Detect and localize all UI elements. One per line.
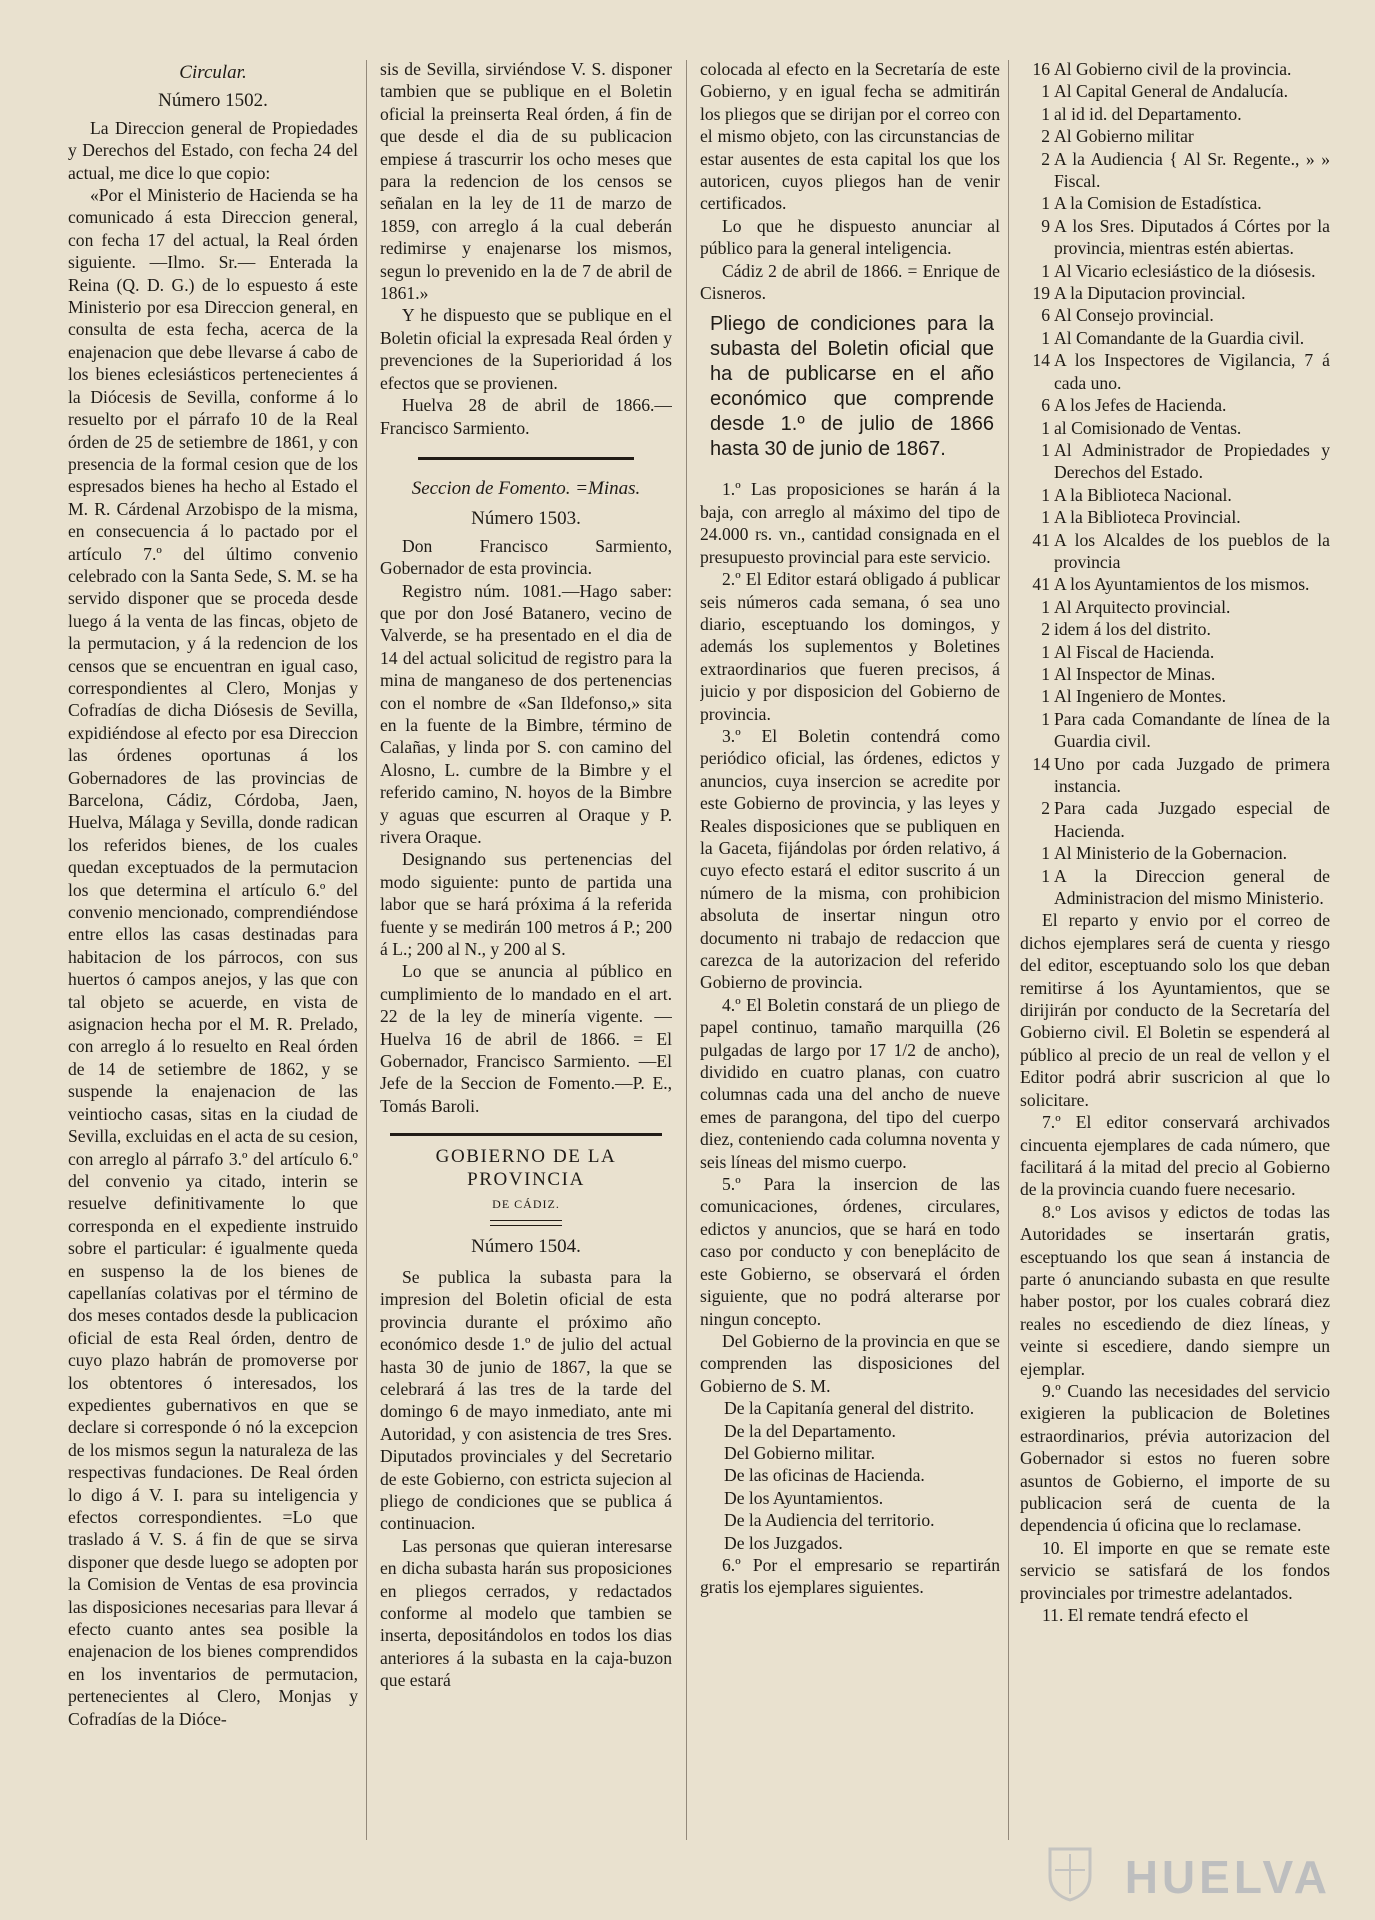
distribution-item <box>1020 327 1330 349</box>
distribution-recipient: Al Capital General de Andalucía. <box>1054 81 1289 102</box>
distribution-list <box>1020 58 1330 909</box>
distribution-recipient: A los Sres. Diputados á Córtes por la provincia, mientras estén abiertas. <box>1054 215 1330 259</box>
distribution-count: 14 <box>1032 350 1050 371</box>
distribution-recipient: A la Diputacion provincial. <box>1054 283 1246 304</box>
distribution-recipient: Al Arquitecto provincial. <box>1054 596 1231 617</box>
distribution-item <box>1020 125 1330 147</box>
condition: 4.º El Boletin constará de un pliego de papel continuo, tamaño marquilla (26 pulgadas de largo por 17 1/2 de ancho), dividido en cuatro planas, con cuatro columnas cada una del ancho de nueve emes de parangona, del tipo del cuerpo diez, conteniendo cada columna noventa y seis líneas del mismo cuerpo. <box>700 994 1000 1172</box>
distribution-item <box>1020 349 1330 394</box>
signature: Cádiz 2 de abril de 1866. = Enrique de Cisneros. <box>700 260 1000 304</box>
coat-of-arms-icon <box>1047 1846 1093 1902</box>
column-4 <box>1020 58 1330 1908</box>
distribution-recipient: Al Comandante de la Guardia civil. <box>1054 327 1305 348</box>
distribution-item <box>1020 439 1330 484</box>
paragraph: «Por el Ministerio de Hacienda se ha comunicado á esta Direccion general, con fecha 17 del actual, la Real órden siguiente. —Ilmo. Sr.— Enterada la Reina (Q. D. G.) de lo espuesto á este Ministerio por esa Direccion general, en consulta de esta fecha, acerca de la enajenacion que debe llevarse á cabo de los bienes eclesiásticos pertenecientes á la Diócesis de Sevilla, conforme á lo resuelto por el párrafo 10 de la Real órden de 25 de setiembre de 1861, y con presencia de la formal cesion que de los espresados bienes ha hecho al Estado el M. R. Cárdenal Arzobispo de la misma, en consecuencia á lo pactado por el artículo 7.º del último convenio celebrado con la Santa Sede, S. M. se ha servido disponer que se proceda desde luego á la venta de las fincas, objeto de la permutacion, y á la redencion de los censos que se encuentran en igual caso, correspondientes al Clero, Monjas y Cofradías de dicha Diósesis de Sevilla, expidiéndose al efecto por esa Direccion las órdenes oportunas á los Gobernadores de las provincias de Barcelona, Cádiz, Córdoba, Jaen, Huelva, Málaga y Sevilla, donde radican los referidos bienes, de los cuales quedan exceptuados de la permutacion los que determina el artículo 6.º del convenio mencionado, comprendiéndose entre ellos las casas destinadas para habitacion de los párrocos, con sus huertos ó campos anejos, y las que con tal objeto se acuerde, en vista de asignacion hecha por el M. R. Prelado, con arreglo á lo resuelto en Real órden de 14 de setiembre de 1862, y se suspende la enajenacion de las veintiocho casas, sitas en la ciudad de Sevilla, excluidas en el acta de su cesion, con arreglo al párrafo 3.º del artículo 6.º del convenio ya citado, interin se resuelve definitivamente lo que corresponda en el expediente instruido sobre el particular: é igualmente queda en suspenso la de los bienes de capellanías colativas por el término de dos meses contados desde la publicacion oficial de esta Real órden, dentro de cuyo plazo habrán de promoverse por los obtentores ó interesados, los expedientes gubernativos en que se declare si corresponde ó nó la excepcion de los mismos segun la naturaleza de las respectivas fundaciones. De Real órden lo digo á V. I. para su inteligencia y efectos correspondientes. =Lo que traslado á V. S. á fin de que se sirva disponer que desde luego se adopten por la Comision de Ventas de esa provincia las disposiciones necesarias para llevar á efecto cuanto antes sea posible la enajenacion de los bienes comprendidos en los inventarios de permutacion, pertenecientes al Clero, Monjas y Cofradías de la Dióce- <box>68 185 358 1729</box>
column-divider <box>366 60 367 1840</box>
distribution-item <box>1020 282 1330 304</box>
distribution-count: 2 <box>1041 798 1050 819</box>
paragraph: 11. El remate tendrá efecto el <box>1042 1605 1249 1626</box>
distribution-count: 1 <box>1041 260 1050 281</box>
distribution-item <box>1020 148 1330 193</box>
distribution-item <box>1020 58 1330 80</box>
watermark: HUELVA <box>1124 1851 1331 1903</box>
distribution-count: 1 <box>1041 439 1050 460</box>
distribution-recipient: Al Administrador de Propiedades y Derechos del Estado. <box>1054 439 1330 483</box>
distribution-count: 1 <box>1041 193 1050 214</box>
distribution-recipient: A la Biblioteca Provincial. <box>1054 507 1241 528</box>
condition: 6.º Por el empresario se repartirán gratis los ejemplares siguientes. <box>700 1554 1000 1598</box>
distribution-recipient: Al Consejo provincial. <box>1054 305 1214 326</box>
distribution-item <box>1020 417 1330 439</box>
distribution-count: 2 <box>1041 148 1050 169</box>
distribution-count: 1 <box>1041 596 1050 617</box>
distribution-count: 41 <box>1032 529 1050 550</box>
distribution-recipient: Al Gobierno civil de la provincia. <box>1054 59 1292 79</box>
distribution-recipient: A la Biblioteca Nacional. <box>1054 484 1232 505</box>
distribution-recipient: al Comisionado de Ventas. <box>1054 417 1242 438</box>
distribution-count: 1 <box>1041 843 1050 864</box>
paragraph: 7.º El editor conservará archivados cincuenta ejemplares de cada número, que facilitará á la mitad del precio al Gobierno de la provincia cuando fuere necesario. <box>1020 1112 1330 1200</box>
paragraph: Registro núm. 1081.—Hago saber: que por don José Batanero, vecino de Valverde, se ha presentado en el dia de 14 del actual solicitud de registro para la mina de manganeso de dos pertenencias con el nombre de «San Ildefonso,» sita en la fuente de la Bimbre, término de Calañas, y linda por S. con camino del Alosno, L. cumbre de la Bimbre y el referido camino, N. hoyos de la Bimbre y aguas que escurren al Oraque y P. rivera Oraque. <box>380 580 672 847</box>
distribution-item <box>1020 506 1330 528</box>
section-divider <box>418 457 634 460</box>
paragraph: Las personas que quieran interesarse en dicha subasta harán sus proposiciones en pliegos cerrados, y redactados conforme al modelo que tambien se inserta, depositándolos en todos los dias anteriores á la subasta en la caja-buzon que estará <box>380 1535 672 1691</box>
paragraph: Lo que he dispuesto anunciar al público para la general inteligencia. <box>700 215 1000 259</box>
column-divider <box>1008 60 1009 1840</box>
gobierno-heading: GOBIERNO DE LA PROVINCIA <box>435 1146 617 1190</box>
distribution-count: 1 <box>1041 641 1050 662</box>
distribution-count: 1 <box>1041 103 1050 124</box>
paragraph: La Direccion general de Propiedades y Derechos del Estado, con fecha 24 del actual, me dice lo que copio: <box>68 117 358 183</box>
double-rule <box>490 1225 562 1226</box>
distribution-recipient: idem á los del distrito. <box>1054 619 1211 640</box>
distribution-item <box>1020 663 1330 685</box>
distribution-recipient: A los Ayuntamientos de los mismos. <box>1054 574 1310 595</box>
order-item: De la Audiencia del territorio. <box>724 1510 935 1531</box>
distribution-item <box>1020 842 1330 864</box>
condition: Del Gobierno de la provincia en que se comprenden las disposiciones del Gobierno de S. M. <box>700 1330 1000 1396</box>
distribution-recipient: Al Fiscal de Hacienda. <box>1054 641 1215 662</box>
distribution-item <box>1020 260 1330 282</box>
distribution-recipient: A la Comision de Estadística. <box>1054 193 1262 214</box>
distribution-recipient: Para cada Juzgado especial de Hacienda. <box>1054 798 1330 841</box>
order-item: De la del Departamento. <box>724 1420 896 1441</box>
distribution-recipient: Uno por cada Juzgado de primera instancia. <box>1054 753 1330 796</box>
double-rule <box>490 1220 562 1221</box>
distribution-recipient: Al Ingeniero de Montes. <box>1054 686 1226 707</box>
distribution-count: 14 <box>1032 753 1050 774</box>
column-3 <box>700 58 1000 1908</box>
distribution-item <box>1020 618 1330 640</box>
paragraph: 10. El importe en que se remate este servicio se satisfará de los fondos provinciales por trimestre adelantados. <box>1020 1537 1330 1603</box>
distribution-count: 2 <box>1041 619 1050 640</box>
distribution-recipient: Para cada Comandante de línea de la Guardia civil. <box>1054 708 1330 752</box>
paragraph: sis de Sevilla, sirviéndose V. S. disponer tambien que se publique en el Boletin oficial la preinserta Real órden, á fin de que desde el dia de su publicacion empiese á trascurrir los ocho meses que para la redencion de los censos se señalan en la ley de 11 de marzo de 1859, con arreglo á la cual deberán redimirse y enajenarse los mismos, segun lo prevenido en la de 7 de abril de 1861.» <box>380 59 672 304</box>
distribution-recipient: A los Alcaldes de los pueblos de la provincia <box>1054 529 1330 572</box>
section-title: Seccion de Fomento. =Minas. <box>411 477 641 499</box>
distribution-count: 9 <box>1041 215 1050 236</box>
condition: 3.º El Boletin contendrá como periódico oficial, las órdenes, edictos y anuncios, cuya insercion se acredite por este Gobierno de provincia, y las leyes y Reales disposiciones que se publiquen en la Gaceta, fijándolas por órden relativo, á cuyo efecto estará el editor suscrito á un número de la misma, con prohibicion absoluta de insertar ningun otro documento ni trabajo de redaccion que carezca de la autorizacion del referido Gobierno de provincia. <box>700 725 1000 993</box>
distribution-item <box>1020 685 1330 707</box>
order-item: De los Ayuntamientos. <box>724 1487 884 1508</box>
distribution-count: 19 <box>1032 283 1050 304</box>
distribution-count: 1 <box>1041 865 1050 886</box>
paragraph: colocada al efecto en la Secretaría de este Gobierno, y en igual fecha se admitirán los pliegos que se dirijan por el correo con el mismo objeto, con las circunstancias de estar ausentes de esta capital los que los autoricen, cuyos pliegos han de venir certificados. <box>700 59 1000 214</box>
distribution-count: 1 <box>1041 663 1050 684</box>
paragraph: 9.º Cuando las necesidades del servicio exigieren la publicacion de Boletines estraordinarios, prévia autorizacion del Gobernador si estos no fueren sobre asuntos de Gobierno, el importe de su publicacion será de cuenta de la dependencia ú oficina que lo reclamase. <box>1020 1380 1330 1536</box>
order-item: De los Juzgados. <box>724 1532 843 1553</box>
section-title: Circular. <box>179 62 247 83</box>
distribution-count: 2 <box>1041 126 1050 147</box>
paragraph: Se publica la subasta para la impresion del Boletin oficial de esta provincia durante el próximo año económico desde 1.º de julio del actual hasta 30 de junio de 1867, la que se celebrará á las tres de la tarde del domingo 6 de mayo inmediato, ante mi Autoridad, y con asistencia de tres Sres. Diputados provinciales y del Secretario de este Gobierno, con estricta sujecion al pliego de condiciones que se publica á continuacion. <box>380 1266 672 1534</box>
column-1 <box>68 58 358 1908</box>
paragraph: Y he dispuesto que se publique en el Boletin oficial la expresada Real órden y prevenciones de la Superioridad á los efectos que se provienen. <box>380 305 672 393</box>
order-item: Del Gobierno militar. <box>724 1442 875 1463</box>
section-divider <box>390 1133 662 1136</box>
distribution-count: 1 <box>1041 686 1050 707</box>
distribution-item <box>1020 304 1330 326</box>
distribution-recipient: A los Jefes de Hacienda. <box>1054 395 1227 416</box>
order-item: De la Capitanía general del distrito. <box>724 1398 975 1419</box>
paragraph: Designando sus pertenencias del modo siguiente: punto de partida una labor que se hará próxima á la referida fuente y se medirán 100 metros á P.; 200 á L.; 200 al N., y 200 al S. <box>380 849 672 960</box>
distribution-count: 1 <box>1041 417 1050 438</box>
distribution-item <box>1020 103 1330 125</box>
distribution-recipient: A la Audiencia { Al Sr. Regente., » » Fiscal. <box>1054 148 1330 192</box>
distribution-recipient: A los Inspectores de Vigilancia, 7 á cada uno. <box>1054 350 1330 393</box>
article-number: Número 1503. <box>471 508 581 530</box>
distribution-count: 1 <box>1041 484 1050 505</box>
distribution-item <box>1020 484 1330 506</box>
distribution-recipient: A la Direccion general de Administracion del mismo Ministerio. <box>1054 865 1330 909</box>
distribution-item <box>1020 529 1330 574</box>
distribution-recipient: Al Vicario eclesiástico de la diósesis. <box>1054 260 1316 281</box>
distribution-item <box>1020 192 1330 214</box>
distribution-recipient: Al Inspector de Minas. <box>1054 663 1216 684</box>
distribution-item <box>1020 394 1330 416</box>
paragraph: El reparto y envio por el correo de dichos ejemplares será de cuenta y riesgo del editor, esceptuando solo los que deban remitirse á los Ayuntamientos, que se dirijirán por conducto de la Secretaría del Gobierno civil. El Boletin se espenderá al público al precio de un real de vellon y el Editor podrá abrir suscricion al que lo solicitare. <box>1020 910 1330 1110</box>
distribution-item <box>1020 753 1330 798</box>
distribution-count: 6 <box>1041 395 1050 416</box>
signature: Huelva 28 de abril de 1866.— Francisco Sarmiento. <box>380 395 672 438</box>
distribution-count: 16 <box>1032 59 1050 79</box>
distribution-item <box>1020 797 1330 842</box>
paragraph: 8.º Los avisos y edictos de todas las Autoridades se insertarán gratis, esceptuando los que sean á instancia de parte ó anunciando subasta en que resulte haber postor, por los cuales cobrará diez reales no escediendo de diez líneas, y veinte si escediere, dando siempre un ejemplar. <box>1020 1201 1330 1379</box>
distribution-recipient: al id id. del Departamento. <box>1054 103 1242 124</box>
distribution-item <box>1020 641 1330 663</box>
distribution-item <box>1020 596 1330 618</box>
paragraph: Lo que se anuncia al público en cumplimiento de lo mandado en el art. 22 de la ley de minería vigente. —Huelva 16 de abril de 1866. = El Gobernador, Francisco Sarmiento. —El Jefe de la Seccion de Fomento.—P. E., Tomás Baroli. <box>380 961 672 1116</box>
column-divider <box>686 60 687 1840</box>
distribution-count: 6 <box>1041 305 1050 326</box>
article-number: Número 1504. <box>471 1235 581 1257</box>
distribution-item <box>1020 80 1330 102</box>
distribution-count: 41 <box>1032 574 1050 595</box>
distribution-count: 1 <box>1041 81 1050 102</box>
order-item: De las oficinas de Hacienda. <box>724 1465 925 1486</box>
distribution-recipient: Al Gobierno militar <box>1054 126 1194 147</box>
condition: 2.º El Editor estará obligado á publicar seis números cada semana, ó sea uno diario, esceptuando los domingos, y además los suplementos y Boletines extraordinarios que fueren precisos, á juicio y por disposicion del Gobierno de provincia. <box>700 569 1000 724</box>
condition: 1.º Las proposiciones se harán á la baja, con arreglo al máximo del tipo de 24.000 rs. vn., cantidad consignada en el presupuesto provincial para este servicio. <box>700 479 1000 567</box>
distribution-count: 1 <box>1041 327 1050 348</box>
distribution-count: 1 <box>1041 708 1050 729</box>
distribution-count: 1 <box>1041 507 1050 528</box>
distribution-item <box>1020 865 1330 910</box>
distribution-item <box>1020 573 1330 595</box>
distribution-item <box>1020 708 1330 753</box>
gobierno-subheading: DE CÁDIZ. <box>492 1197 560 1212</box>
distribution-recipient: Al Ministerio de la Gobernacion. <box>1054 843 1288 864</box>
distribution-item <box>1020 215 1330 260</box>
pliego-title: Pliego de condiciones para la subasta del Boletin oficial que ha de publicarse en el año económico que comprende desde 1.º de julio de 1866 hasta 30 de junio de 1867. <box>710 313 994 461</box>
article-number: Número 1502. <box>158 90 268 112</box>
condition: 5.º Para la insercion de las comunicaciones, órdenes, circulares, edictos y anuncios, que se hará en todo caso por conducto y con beneplácito de este Gobierno, se observará el órden siguiente, que no podrá alterarse por ningun concepto. <box>700 1174 1000 1329</box>
paragraph: Don Francisco Sarmiento, Gobernador de esta provincia. <box>380 535 672 579</box>
column-2 <box>380 58 672 1908</box>
